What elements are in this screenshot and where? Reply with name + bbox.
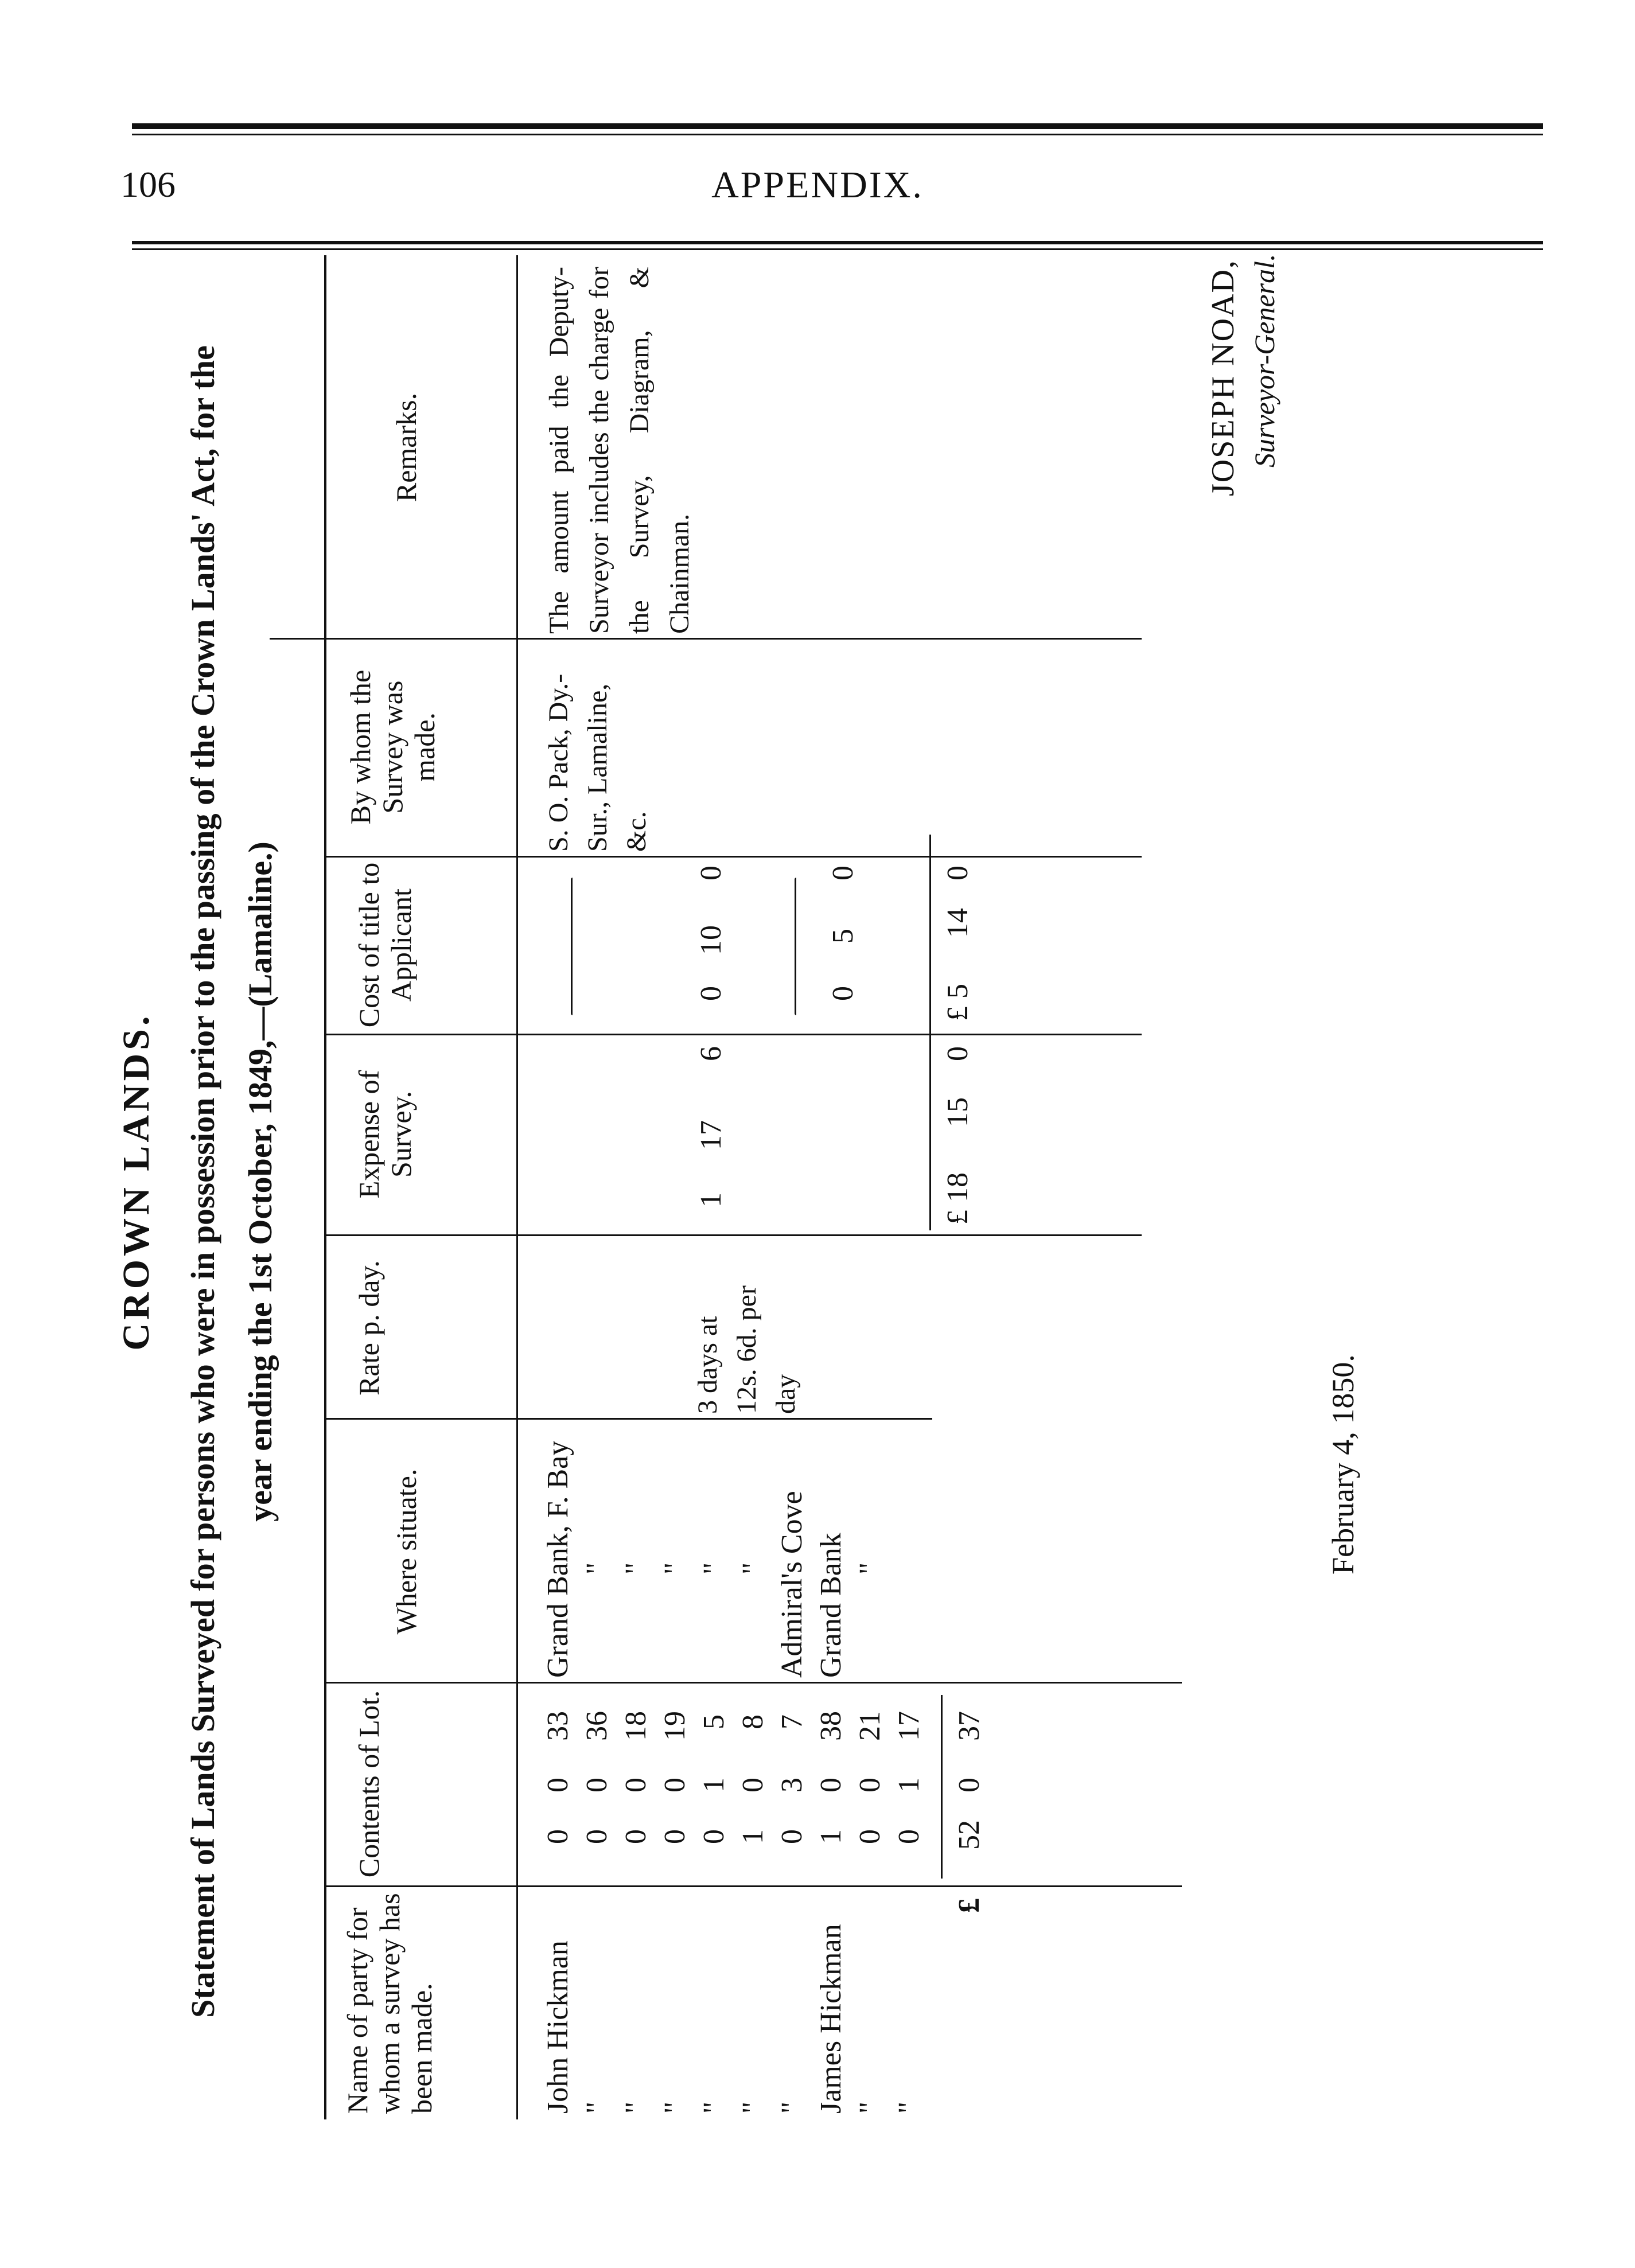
cost-b-pence: 0 [827,866,859,880]
row-6-name: " [737,2101,769,2114]
row-3-where: " [620,1562,652,1575]
totals-expense-pounds: £ 18 [941,1172,974,1225]
row-4-c3: 19 [659,1711,691,1741]
table-top-rule [324,255,326,2119]
remarks-cell: The amount paid the Deputy-Surveyor includes the charge for the Survey, Diagram, & Chainman. [544,267,695,634]
row-8-c3: 38 [815,1711,847,1741]
rate-cell: 3 days at 12s. 6d. per day [692,1285,801,1414]
totals-cost-pounds: £ 5 [941,984,974,1021]
header-expense: Expense of Survey. [353,1070,417,1199]
row-1-c2: 0 [542,1778,574,1792]
top-rule-thick [132,123,1543,129]
expense-shillings: 17 [695,1120,727,1150]
cost-b-shillings: 5 [827,929,859,944]
running-head: APPENDIX. [711,164,924,206]
totals-rule-money [929,835,931,1230]
row-1-c1: 0 [542,1829,574,1844]
statement-line-2: year ending the 1st October, 1849,—(Lamaline.) [242,841,279,1522]
col-divider-6 [324,856,1142,858]
cost-brace-bottom [795,878,796,1015]
col-divider-2 [324,1682,1182,1684]
expense-pounds: 1 [695,1193,727,1207]
cost-a-pounds: 0 [695,986,727,1001]
row-9-where: " [854,1562,886,1575]
row-4-c2: 0 [659,1778,691,1792]
signature-date: February 4, 1850. [1326,1354,1360,1575]
row-3-name: " [620,2101,652,2114]
header-remarks: Remarks. [390,392,422,502]
row-2-c3: 36 [581,1711,613,1741]
totals-cost-pence: 0 [941,866,974,880]
col-divider-4 [324,1234,1142,1236]
totals-contents-c: 37 [953,1711,986,1741]
statement-line-1: Statement of Lands Surveyed for persons who were in possession prior to the passing of the Crown Lands' Act, for the [184,345,221,2018]
row-5-name: " [698,2101,730,2114]
row-2-name: " [581,2101,613,2114]
signature-title: Surveyor-General. [1248,254,1280,467]
header-contents: Contents of Lot. [353,1690,385,1878]
header-name: Name of party for whom a survey has been made. [341,1893,438,2114]
row-10-name: " [893,2101,925,2114]
rotated-table-block [115,215,1406,2148]
row-3-c3: 18 [620,1711,652,1741]
totals-expense-pence: 0 [941,1046,974,1061]
row-10-c1: 0 [893,1829,925,1844]
page-number: 106 [120,164,176,205]
row-3-c1: 0 [620,1829,652,1844]
row-10-c3: 17 [893,1711,925,1741]
row-5-where: " [698,1562,730,1575]
row-8-c1: 1 [815,1829,847,1844]
by-whom-cell: S. O. Pack, Dy.-Sur., Lamaline, &c. [543,673,652,852]
row-6-where: " [737,1562,769,1575]
row-7-c3: 7 [776,1714,808,1729]
cost-brace-top [571,878,573,1015]
totals-cost-shillings: 14 [941,908,974,938]
top-rule-thin [132,134,1543,135]
header-where: Where situate. [390,1468,422,1635]
row-4-name: " [659,2101,691,2114]
row-2-c1: 0 [581,1829,613,1844]
row-1-c3: 33 [542,1711,574,1741]
row-2-c2: 0 [581,1778,613,1792]
totals-contents-a: 52 [953,1820,986,1850]
row-9-name: " [854,2101,886,2114]
cost-a-pence: 0 [695,866,727,880]
header-rate: Rate p. day. [353,1260,385,1396]
header-bottom-rule [516,255,518,2119]
row-9-c2: 0 [854,1778,886,1792]
row-7-c1: 0 [776,1829,808,1844]
row-3-c2: 0 [620,1778,652,1792]
totals-contents-b: 0 [953,1778,986,1792]
cost-a-shillings: 10 [695,925,727,955]
expense-pence: 6 [695,1046,727,1061]
col-divider-3 [324,1418,932,1420]
row-5-c2: 1 [698,1778,730,1792]
row-6-c3: 8 [737,1714,769,1729]
section-title: CROWN LANDS. [115,1012,157,1351]
row-2-where: " [581,1562,613,1575]
row-8-c2: 0 [815,1778,847,1792]
col-divider-5 [324,1034,1142,1035]
row-8-name: James Hickman [815,1924,847,2114]
row-7-where: Admiral's Cove [776,1491,808,1678]
row-4-where: " [659,1562,691,1575]
row-7-name: " [776,2101,808,2114]
row-5-c1: 0 [698,1829,730,1844]
row-5-c3: 5 [698,1714,730,1729]
totals-expense-shillings: 15 [941,1097,974,1127]
totals-currency: £ [953,1898,986,1913]
row-10-c2: 1 [893,1778,925,1792]
row-1-name: John Hickman [542,1940,574,2114]
row-9-c1: 0 [854,1829,886,1844]
row-9-c3: 21 [854,1711,886,1741]
row-1-where: Grand Bank, F. Bay [542,1440,574,1678]
header-by-whom: By whom the Survey was made. [344,669,441,825]
row-8-where: Grand Bank [815,1533,847,1678]
totals-rule-contents [941,1695,943,1879]
col-divider-1 [324,1885,1182,1887]
row-4-c1: 0 [659,1829,691,1844]
row-7-c2: 3 [776,1778,808,1792]
header-cost: Cost of title to Applicant [353,862,417,1028]
cost-b-pounds: 0 [827,986,859,1001]
row-6-c1: 1 [737,1829,769,1844]
col-divider-7 [270,638,1142,640]
signature-name: JOSEPH NOAD, [1205,259,1241,496]
row-6-c2: 0 [737,1778,769,1792]
